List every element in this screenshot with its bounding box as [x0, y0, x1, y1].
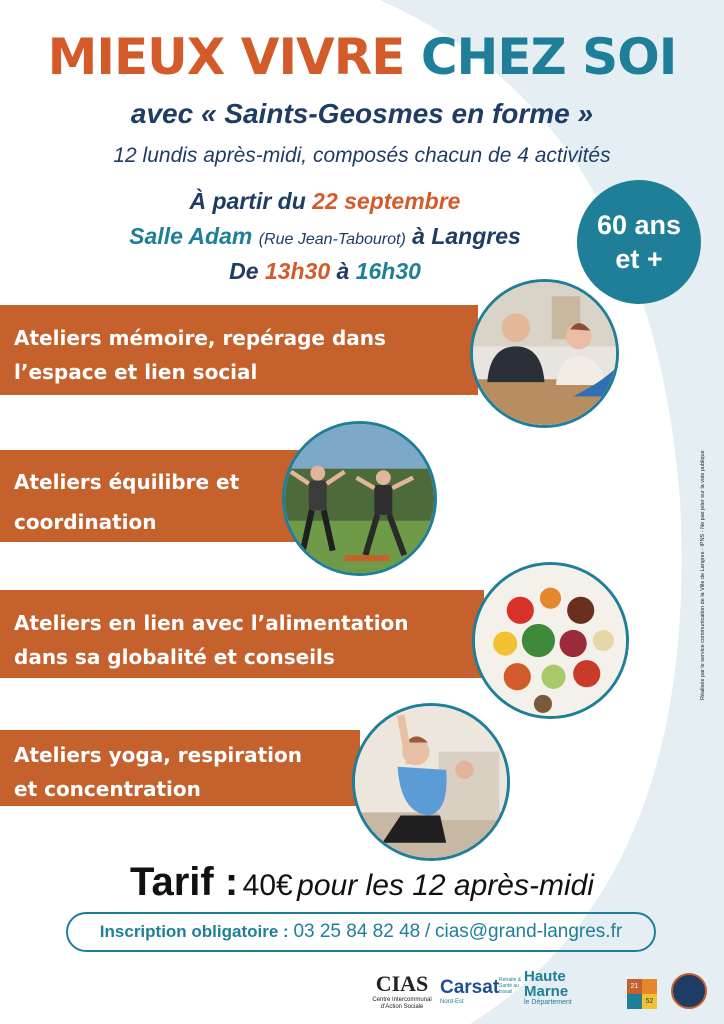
legal-notice: Réalisée par le service communication de la Ville de Langres - IPNS - Ne pas jeter sur la voie publique	[700, 450, 706, 700]
workshop-line: l’espace et lien social	[14, 360, 258, 384]
haute-marne-line2: Marne	[524, 983, 569, 1000]
cias-logo-sub2: d’Action Sociale	[380, 1004, 424, 1010]
round-emblem-logo	[671, 973, 707, 1009]
time-middle: à	[336, 258, 350, 284]
registration-email[interactable]: cias@grand-langres.fr	[434, 921, 623, 942]
pricing-description: pour les 12 après-midi	[297, 869, 594, 902]
cias-logo	[368, 971, 436, 1011]
pricing-label: Tarif :	[130, 860, 239, 904]
age-badge	[577, 180, 701, 304]
carsat-logo-tag: Retraite & Santé au travail	[499, 977, 522, 995]
region-box-top: 21	[627, 979, 642, 994]
workshop-line: Ateliers équilibre et	[14, 470, 240, 494]
workshop-line: et concentration	[14, 777, 201, 801]
carsat-logo-sub: Nord-Est	[440, 999, 464, 1005]
carsat-logo	[440, 977, 520, 1006]
registration-label: Inscription obligatoire :	[99, 922, 289, 941]
venue-address: (Rue Jean-Tabourot)	[258, 231, 406, 248]
workshop-line: dans sa globalité et conseils	[14, 645, 335, 669]
venue-name: Salle Adam	[129, 223, 253, 249]
registration-phone[interactable]: 03 25 84 82 48	[293, 921, 421, 942]
start-date: 22 septembre	[312, 188, 461, 214]
title-part-2: CHEZ SOI	[420, 28, 677, 86]
haute-marne-logo	[524, 969, 604, 1006]
workshop-line: Ateliers yoga, respiration	[14, 743, 303, 767]
region-box-logo	[627, 979, 657, 1009]
page-title	[0, 28, 724, 86]
time-end: 16h30	[355, 258, 421, 284]
workshop-line: coordination	[14, 510, 157, 534]
cias-logo-name: CIAS	[375, 971, 429, 996]
workshop-band-yoga	[0, 730, 360, 806]
workshop-line: Ateliers en lien avec l’alimentation	[14, 611, 409, 635]
age-line-2: et +	[615, 244, 663, 274]
workshop-band-balance	[0, 450, 300, 542]
photo-memory-workshop	[470, 279, 619, 428]
age-line-1: 60 ans	[596, 210, 682, 240]
region-box-tile	[642, 979, 657, 994]
partner-logos	[0, 965, 724, 1020]
pricing	[0, 860, 724, 905]
time-prefix: De	[229, 258, 259, 284]
subtitle: avec « Saints-Geosmes en forme »	[130, 98, 594, 129]
workshop-line: Ateliers mémoire, repérage dans	[14, 326, 386, 350]
photo-nutrition-workshop	[472, 562, 629, 719]
cias-logo-sub1: Centre Intercommunal	[372, 997, 432, 1003]
pricing-price: 40€	[242, 869, 293, 902]
time-start: 13h30	[264, 258, 331, 284]
carsat-logo-name: Carsat	[440, 977, 500, 998]
haute-marne-sub: le Département	[524, 999, 572, 1006]
region-box-bottom: 52	[642, 994, 657, 1009]
registration-separator: /	[424, 921, 431, 942]
photo-balance-workshop	[282, 421, 437, 576]
region-box-tile	[627, 994, 642, 1009]
tagline: 12 lundis après-midi, composés chacun de 4 activités	[113, 144, 611, 167]
start-prefix: À partir du	[189, 188, 306, 214]
photo-yoga-workshop	[352, 703, 510, 861]
title-part-1: MIEUX VIVRE	[47, 28, 405, 86]
venue-line	[60, 223, 590, 250]
start-date-line	[60, 188, 590, 215]
haute-marne-line1: Haute	[524, 968, 566, 985]
workshop-band-memory	[0, 305, 478, 395]
time-line	[60, 258, 590, 285]
workshop-band-nutrition	[0, 590, 484, 678]
venue-city: à Langres	[412, 223, 521, 249]
registration-box	[66, 912, 656, 952]
